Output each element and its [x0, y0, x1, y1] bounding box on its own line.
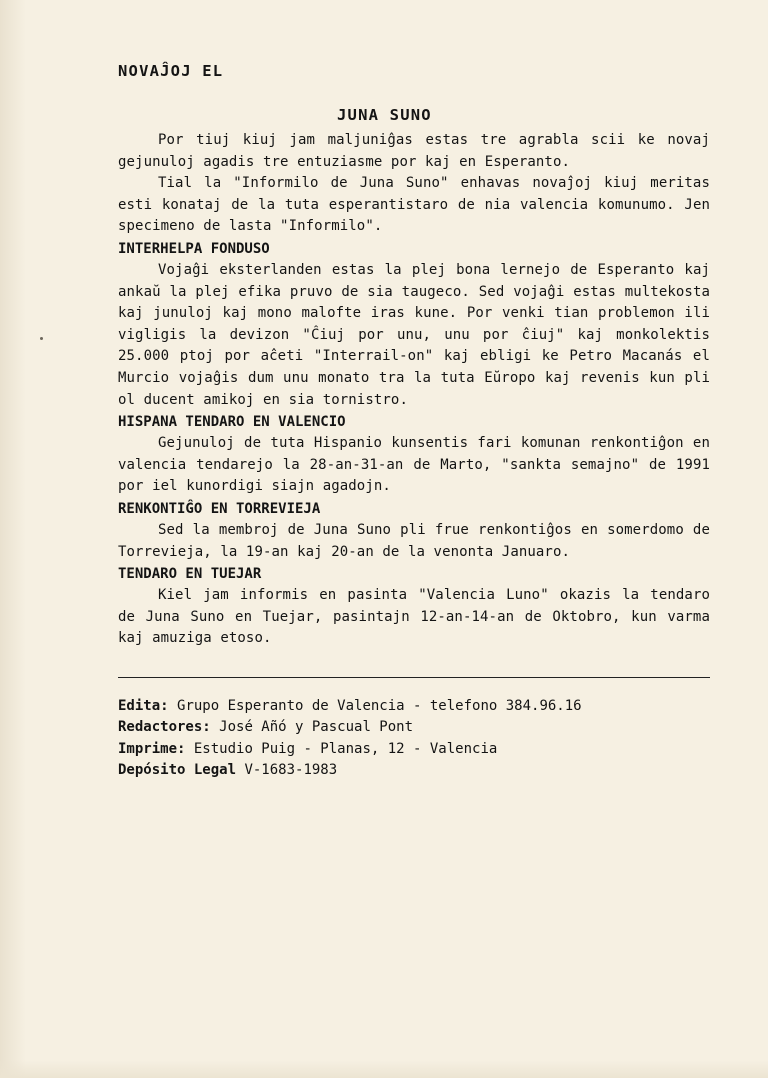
- credit-line-imprime: [118, 739, 710, 761]
- section-text-tendaro-tuejar: Kiel jam informis en pasinta "Valencia Luno" okazis la tendaro de Juna Suno en Tuejar, pasintajn 12-an-14-an de Oktobro, kun varma kaj amuziga etoso.: [118, 587, 710, 647]
- credit-value: José Añó y Pascual Pont: [219, 719, 414, 736]
- credit-value: Estudio Puig - Planas, 12 - Valencia: [193, 740, 498, 757]
- section-heading-renkontigo: RENKONTIĜO EN TORREVIEJA: [118, 500, 321, 517]
- page-bottom-shadow: [0, 1060, 768, 1078]
- credits-block: [118, 696, 710, 782]
- paper-speck: [40, 337, 43, 340]
- section-heading-hispana-tendaro: HISPANA TENDARO EN VALENCIO: [118, 414, 346, 431]
- credit-value: Grupo Esperanto de Valencia - telefono 384.96.16: [177, 697, 582, 714]
- title-line-2: JUNA SUNO: [337, 106, 432, 124]
- credit-value: V-1683-1983: [244, 762, 338, 779]
- credit-line-redactores: [118, 717, 710, 739]
- intro-paragraph-2: Tial la "Informilo de Juna Suno" enhavas novaĵoj kiuj meritas esti konataj de la tuta esperantistaro de nia valencia komunumo. Jen specimeno de lasta "Informilo".: [118, 175, 710, 235]
- intro-paragraph-1: Por tiuj kiuj jam maljuniĝas estas tre agrabla scii ke novaj gejunuloj agadis tre entuziasme por kaj en Esperanto.: [118, 132, 710, 170]
- section-text-renkontigo: Sed la membroj de Juna Suno pli frue renkontiĝos en somerdomo de Torrevieja, la 19-an kaj 20-an de la venonta Januaro.: [118, 521, 710, 560]
- section-heading-interhelpa-fonduso: INTERHELPA FONDUSO: [118, 240, 270, 257]
- page-edge-shadow: [0, 0, 26, 1078]
- credit-label: Redactores:: [118, 719, 211, 736]
- credit-line-edita: [118, 696, 710, 718]
- credit-label: Depósito Legal: [118, 762, 237, 779]
- article: [118, 62, 710, 782]
- section-text-interhelpa-fonduso: Vojaĝi eksterlanden estas la plej bona lernejo de Esperanto kaj ankaŭ la plej efika pruvo de sia taugeco. Sed vojaĝi estas multekosta kaj junuloj kaj mono malofte iras kune. Por venki tian problemon ili vigligis la devizon "Ĉiuj por unu, unu por ĉiuj" kaj monkolektis 25.000 ptoj por aĉeti "Interrail-on" kaj ebligi ke Petro Macanás el Murcio vojaĝis dum unu monato tra la tuta Eŭropo kaj revenis kun pli ol ducent amikoj en sia tornistro.: [118, 261, 710, 408]
- credit-line-deposito: [118, 760, 710, 782]
- title-line-1: NOVAĴOJ EL: [118, 62, 224, 80]
- credit-label: Imprime:: [118, 740, 186, 757]
- section-text-hispana-tendaro: Gejunuloj de tuta Hispanio kunsentis fari komunan renkontiĝon en valencia tendarejo la 28-an-31-an de Marto, "sankta semajno" de 1991 por iel kunordigi siajn agadojn.: [118, 435, 710, 495]
- section-heading-tendaro-tuejar: TENDARO EN TUEJAR: [118, 566, 262, 583]
- credit-label: Edita:: [118, 697, 169, 714]
- divider-rule: [118, 677, 710, 678]
